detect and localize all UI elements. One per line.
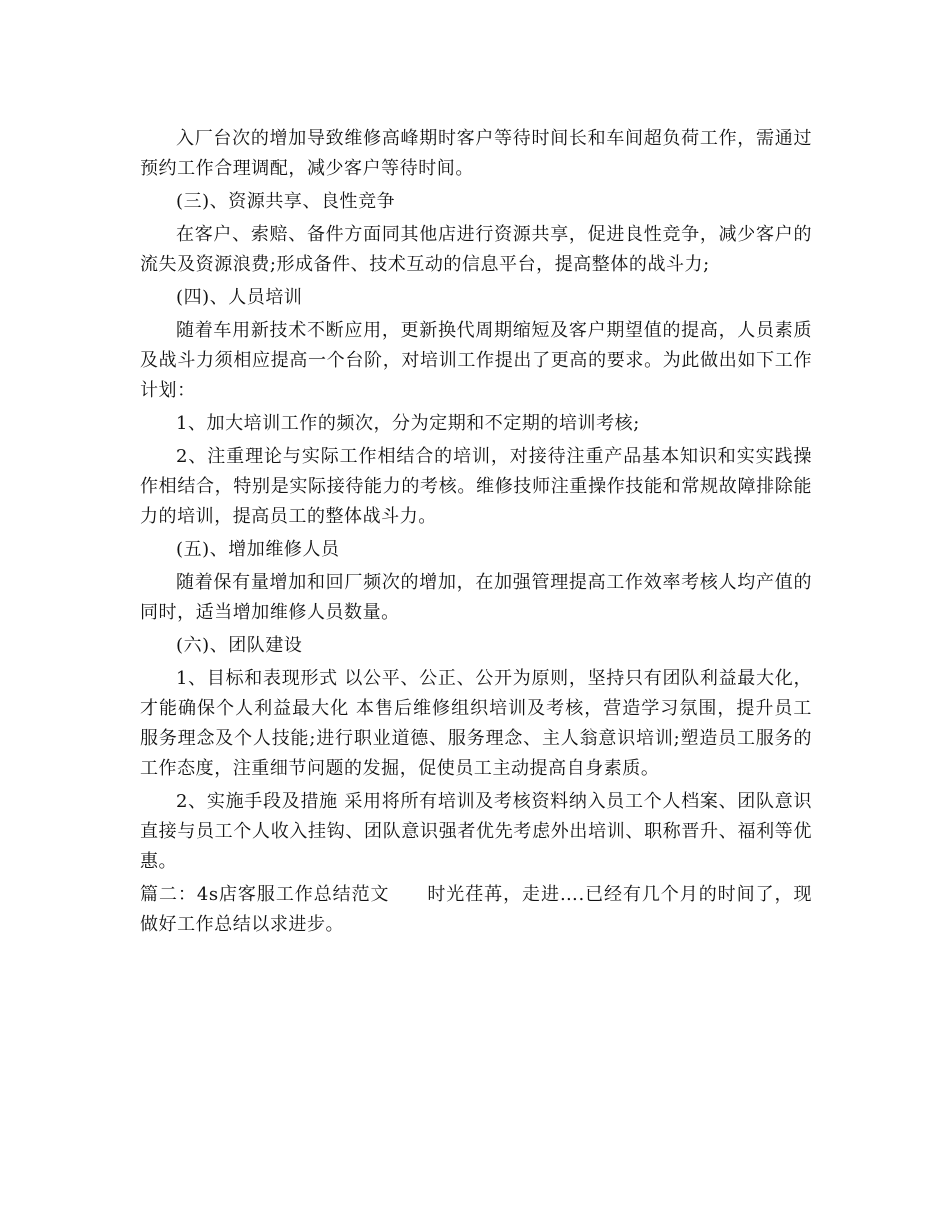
- list-item-team-1: 1、目标和表现形式 以公平、公正、公开为原则，坚持只有团队利益最大化，才能确保个人利益最大化 本售后维修组织培训及考核，营造学习氛围，提升员工服务理念及个人技能;进行职业道德、服务理念、主人翁意识培训;塑造员工服务的工作态度，注重细节问题的发掘，促使员工主动提高自身素质。: [140, 668, 812, 779]
- paragraph-resource-sharing: 在客户、索赔、备件方面同其他店进行资源共享，促进良性竞争，减少客户的流失及资源浪费;形成备件、技术互动的信息平台，提高整体的战斗力;: [140, 224, 812, 275]
- heading-add-staff: (五)、增加维修人员: [176, 539, 340, 560]
- section-two-title: 篇二：4s店客服工作总结范文 时光荏苒，走进….已经有几个月的时间了，现做好工作总结以求进步。: [140, 884, 812, 935]
- paragraph-add-staff: 随着保有量增加和回厂频次的增加，在加强管理提高工作效率考核人均产值的同时，适当增加维修人员数量。: [140, 572, 812, 623]
- heading-resource-sharing: (三)、资源共享、良性竞争: [176, 191, 396, 212]
- heading-team-building: (六)、团队建设: [176, 635, 303, 656]
- list-item-team-2: 2、实施手段及措施 采用将所有培训及考核资料纳入员工个人档案、团队意识直接与员工个人收入挂钩、团队意识强者优先考虑外出培训、职称晋升、福利等优惠。: [140, 791, 812, 872]
- document-body: [140, 124, 812, 943]
- heading-staff-training: (四)、人员培训: [176, 287, 303, 308]
- list-item-training-1: 1、加大培训工作的频次，分为定期和不定期的培训考核;: [176, 413, 640, 434]
- list-item-training-2: 2、注重理论与实际工作相结合的培训，对接待注重产品基本知识和实实践操作相结合，特别是实际接待能力的考核。维修技师注重操作技能和常规故障排除能力的培训，提高员工的整体战斗力。: [140, 446, 812, 527]
- paragraph-reservation: 入厂台次的增加导致维修高峰期时客户等待时间长和车间超负荷工作，需通过预约工作合理调配，减少客户等待时间。: [140, 128, 812, 179]
- paragraph-staff-training: 随着车用新技术不断应用，更新换代周期缩短及客户期望值的提高，人员素质及战斗力须相应提高一个台阶，对培训工作提出了更高的要求。为此做出如下工作计划：: [140, 320, 812, 401]
